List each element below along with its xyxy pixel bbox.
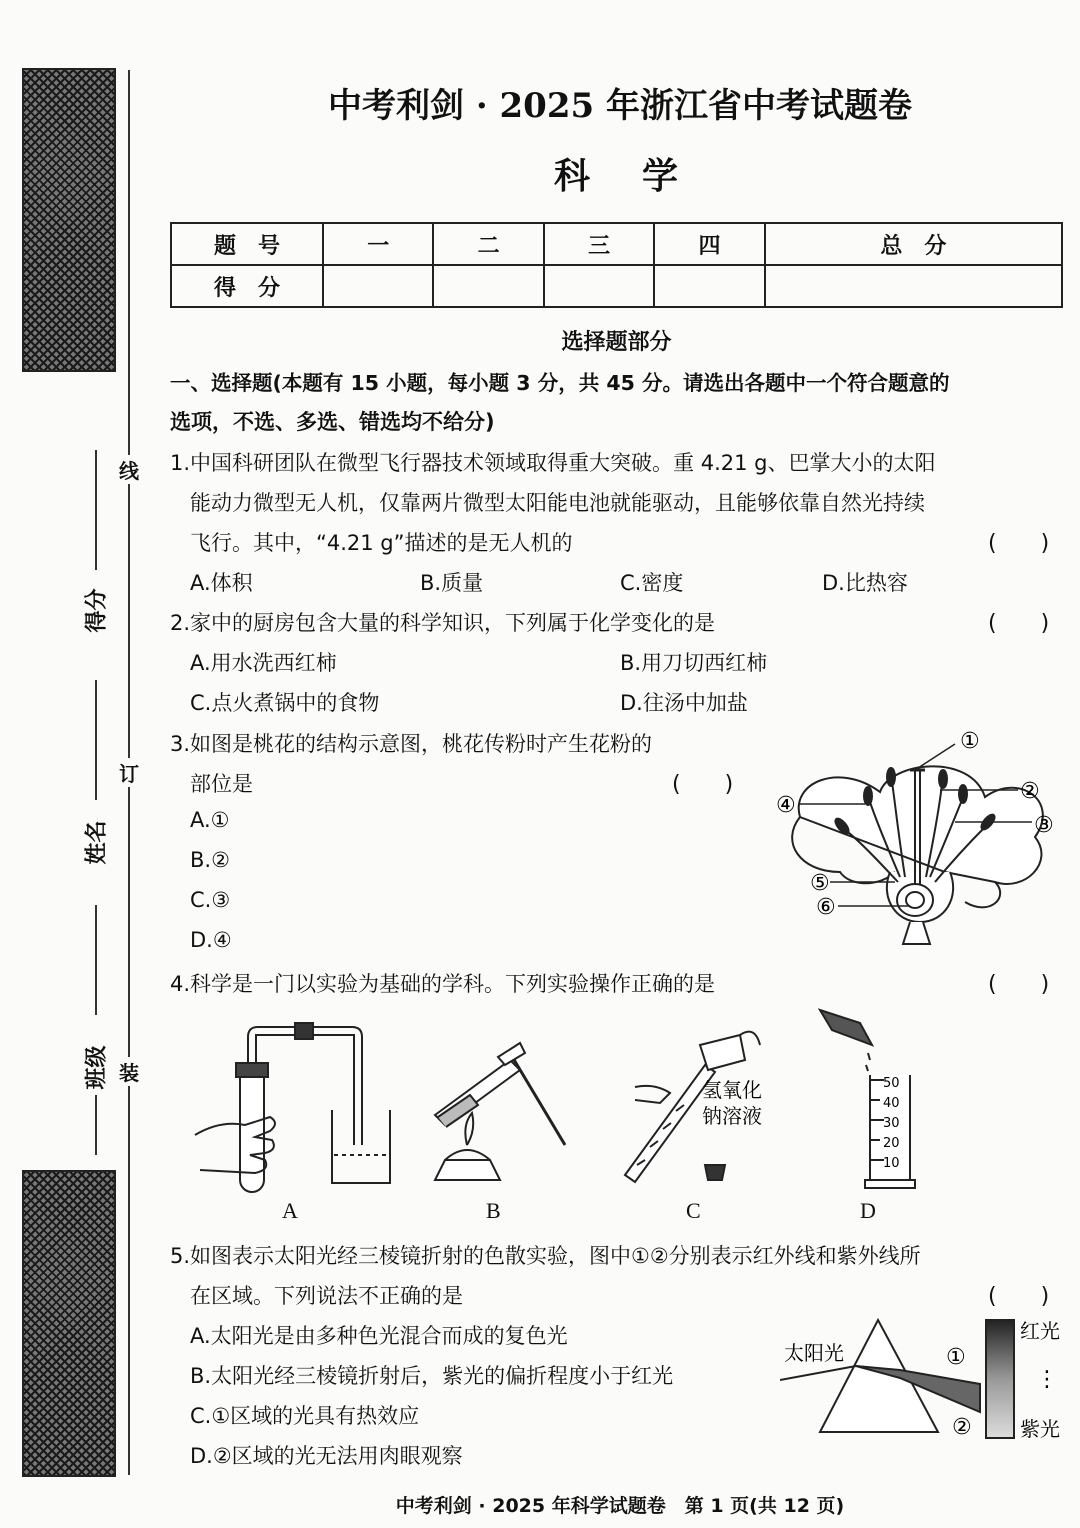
peach-flower-diagram — [770, 722, 1070, 952]
answer-blank[interactable]: ( ) — [988, 1284, 1050, 1309]
figure-label-a: A — [282, 1198, 298, 1223]
score-cell[interactable] — [654, 265, 764, 307]
exam-title: 中考利剑 · 2025 年浙江省中考试题卷 — [328, 86, 912, 126]
option-c[interactable]: C.密度 — [620, 571, 684, 595]
flower-label-2: ② — [1020, 779, 1040, 804]
binding-hatch-bottom — [22, 1170, 116, 1477]
column-header: 一 — [323, 223, 433, 265]
cylinder-tick-10: 10 — [883, 1156, 900, 1171]
option-c[interactable]: C.点火煮锅中的食物 — [190, 691, 380, 715]
option-a[interactable]: A.太阳光是由多种色光混合而成的复色光 — [190, 1324, 568, 1348]
naoh-label-2: 钠溶液 — [702, 1104, 762, 1128]
margin-label-score: 得分 — [84, 588, 110, 633]
option-d[interactable]: D.往汤中加盐 — [620, 691, 748, 715]
option-a[interactable]: A.体积 — [190, 571, 253, 595]
option-d[interactable]: D.比热容 — [822, 571, 908, 595]
figure-label-d: D — [860, 1198, 876, 1223]
row-header-score: 得 分 — [171, 265, 323, 307]
ultraviolet-region-label: ② — [952, 1415, 972, 1440]
option-c[interactable]: C.①区域的光具有热效应 — [190, 1404, 420, 1428]
figure-label-c: C — [686, 1198, 701, 1223]
option-d[interactable]: D.④ — [190, 928, 232, 952]
question-1-text: 能动力微型无人机，仅靠两片微型太阳能电池就能驱动，且能够依靠自然光持续 — [190, 491, 925, 515]
question-5-text: 5.如图表示太阳光经三棱镜折射的色散实验，图中①②分别表示红外线和紫外线所 — [170, 1244, 921, 1268]
question-2-text: 2.家中的厨房包含大量的科学知识，下列属于化学变化的是 — [170, 611, 716, 635]
name-blank-line — [95, 1095, 97, 1155]
option-b[interactable]: B.用刀切西红柿 — [620, 651, 768, 675]
option-b[interactable]: B.质量 — [420, 571, 484, 595]
subject-title: 科 学 — [553, 155, 686, 197]
option-d[interactable]: D.②区域的光无法用肉眼观察 — [190, 1444, 463, 1468]
flower-label-3: ③ — [1034, 813, 1054, 838]
prism-dispersion-diagram — [780, 1312, 1070, 1447]
instructions-line: 选项，不选、多选、错选均不给分) — [170, 410, 495, 434]
flower-label-5: ⑤ — [810, 871, 830, 896]
spectrum-dots: ⋮ — [1036, 1367, 1058, 1392]
sunlight-label: 太阳光 — [784, 1341, 844, 1365]
margin-label-class: 班级 — [84, 1045, 110, 1090]
binding-hatch-top — [22, 68, 116, 372]
infrared-region-label: ① — [946, 1345, 966, 1370]
binding-mark-bind: 装 — [118, 1057, 140, 1086]
column-header: 总 分 — [765, 223, 1062, 265]
cylinder-tick-50: 50 — [883, 1076, 900, 1091]
score-table — [170, 222, 1063, 308]
cylinder-tick-40: 40 — [883, 1096, 900, 1111]
flower-label-4: ④ — [776, 793, 796, 818]
question-4-text: 4.科学是一门以实验为基础的学科。下列实验操作正确的是 — [170, 972, 716, 996]
binding-mark-staple: 订 — [118, 758, 140, 787]
column-header: 四 — [654, 223, 764, 265]
question-3-text: 3.如图是桃花的结构示意图，桃花传粉时产生花粉的 — [170, 732, 653, 756]
row-header-number: 题 号 — [171, 223, 323, 265]
figure-label-b: B — [486, 1198, 501, 1223]
answer-blank[interactable]: ( ) — [988, 611, 1050, 636]
red-light-label: 红光 — [1020, 1319, 1060, 1343]
name-blank-line — [95, 450, 97, 570]
binding-mark-line: 线 — [118, 455, 140, 484]
answer-blank[interactable]: ( ) — [672, 772, 734, 797]
option-a[interactable]: A.用水洗西红柿 — [190, 651, 337, 675]
answer-blank[interactable]: ( ) — [988, 972, 1050, 997]
score-cell[interactable] — [544, 265, 654, 307]
question-1-text: 飞行。其中，“4.21 g”描述的是无人机的 — [190, 531, 573, 555]
column-header: 二 — [433, 223, 543, 265]
question-3-text: 部位是 — [190, 772, 253, 796]
instructions-line: 一、选择题(本题有 15 小题，每小题 3 分，共 45 分。请选出各题中一个符合题意的 — [170, 371, 950, 395]
margin-label-name: 姓名 — [84, 820, 110, 865]
page-footer: 中考利剑 · 2025 年科学试题卷 第 1 页(共 12 页) — [395, 1495, 845, 1517]
naoh-label-1: 氢氧化 — [702, 1078, 762, 1102]
name-blank-line — [95, 680, 97, 800]
cylinder-tick-30: 30 — [883, 1116, 900, 1131]
option-a[interactable]: A.① — [190, 808, 230, 832]
flower-label-6: ⑥ — [816, 895, 836, 920]
lab-operations-figure — [180, 1005, 940, 1200]
score-cell[interactable] — [323, 265, 433, 307]
section-title: 选择题部分 — [561, 330, 672, 355]
violet-light-label: 紫光 — [1020, 1417, 1060, 1441]
score-cell[interactable] — [433, 265, 543, 307]
answer-blank[interactable]: ( ) — [988, 531, 1050, 556]
option-c[interactable]: C.③ — [190, 888, 231, 912]
name-blank-line — [95, 905, 97, 1015]
option-b[interactable]: B.太阳光经三棱镜折射后，紫光的偏折程度小于红光 — [190, 1364, 674, 1388]
option-b[interactable]: B.② — [190, 848, 230, 872]
score-cell[interactable] — [765, 265, 1062, 307]
question-1-text: 1.中国科研团队在微型飞行器技术领域取得重大突破。重 4.21 g、巴掌大小的太阳 — [170, 451, 936, 475]
column-header: 三 — [544, 223, 654, 265]
flower-label-1: ① — [960, 729, 980, 754]
question-5-text: 在区域。下列说法不正确的是 — [190, 1284, 463, 1308]
cylinder-tick-20: 20 — [883, 1136, 900, 1151]
